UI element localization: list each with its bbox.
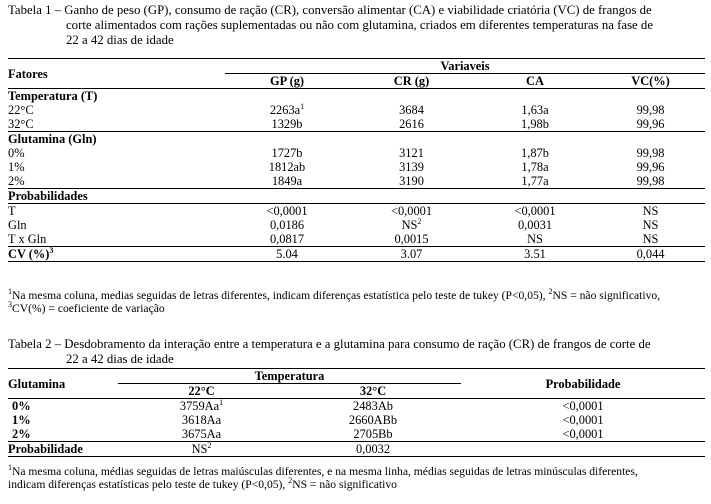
table2 xyxy=(8,368,705,457)
table1-header-row1 xyxy=(8,59,705,74)
cell-prob: <0,0001 xyxy=(461,399,705,414)
cell-ca: 1,78a xyxy=(521,160,549,174)
table2-caption xyxy=(8,337,708,367)
row-label: 1% xyxy=(8,160,25,174)
cell-cr: 0,0015 xyxy=(394,232,429,246)
cell-empty xyxy=(461,442,705,457)
col-ca: CA xyxy=(474,74,596,89)
cell-ca: 3.51 xyxy=(474,247,596,262)
table-row xyxy=(8,160,705,174)
section-title: Temperatura (T) xyxy=(8,89,705,104)
cell-gp: 1812ab xyxy=(268,160,306,174)
section-probabilidades xyxy=(8,189,705,204)
table-row xyxy=(8,399,705,414)
cell-32c: 2483Ab xyxy=(285,399,461,414)
cell-ca: 0,0031 xyxy=(517,218,553,232)
table-row xyxy=(8,204,705,219)
cell-cr: 3139 xyxy=(399,160,424,174)
header-variaveis: Variaveis xyxy=(225,59,705,74)
table1-caption-line1: Tabela 1 – Ganho de peso (GP), consumo de ração (CR), conversão alimentar (CA) e viabilidade criatória (VC) de frangos de xyxy=(8,3,652,17)
cell-vc: 99,98 xyxy=(636,146,665,160)
section-glutamina xyxy=(8,132,705,147)
cell-32c: 2705Bb xyxy=(353,427,393,441)
cell-gp: <0,0001 xyxy=(225,204,349,219)
header-glutamina: Glutamina xyxy=(8,369,118,399)
row-label: CV (%)$^3$ xyxy=(8,247,225,262)
table-row xyxy=(8,232,705,247)
footnote-marker: 2 xyxy=(417,216,422,226)
table1-caption-line2: corte alimentados com rações suplementadas ou não com glutamina, criados em diferentes temperaturas na fase de xyxy=(66,18,654,32)
cell-vc: NS xyxy=(596,204,705,219)
cell-ca: 1,77a xyxy=(521,174,549,188)
table-row xyxy=(8,413,705,427)
cell-gp: 1727b xyxy=(271,146,303,160)
row-label: 32°C xyxy=(8,117,34,131)
cell-ca: <0,0001 xyxy=(474,204,596,219)
header-probabilidade: Probabilidade xyxy=(461,369,705,399)
row-label: T x Gln xyxy=(8,232,47,246)
cell-vc: NS xyxy=(642,232,659,246)
table-row xyxy=(8,174,705,189)
header-temperatura: Temperatura xyxy=(118,369,461,384)
row-label: 1% xyxy=(12,413,31,427)
col-32c: 32°C xyxy=(285,384,461,399)
cell-22c: $NS^2$ xyxy=(118,442,285,457)
row-label: T xyxy=(8,204,225,219)
cell-vc: 99,96 xyxy=(636,117,665,131)
table2-footnote: $^1$Na mesma coluna, médias seguidas de letras maiúsculas diferentes, e na mesma linha, médias seguidas de letras minúsculas diferentes, indicam diferenças estatísticas pelo teste de tukey (P<0,05), $^2$NS = não significativo xyxy=(8,463,638,491)
table-row xyxy=(8,218,705,232)
row-label: Gln xyxy=(8,218,27,232)
header-fatores: Fatores xyxy=(8,59,225,89)
col-vc: VC(%) xyxy=(596,74,705,89)
col-gp: GP (g) xyxy=(225,74,349,89)
row-label: 22°C xyxy=(8,103,34,117)
cell-22c: 3618Aa xyxy=(181,413,222,427)
row-label: 0% xyxy=(8,146,25,160)
cell-vc: 0,044 xyxy=(596,247,705,262)
table2-caption-line2: 22 a 42 dias de idade xyxy=(66,352,174,366)
col-cr: CR (g) xyxy=(349,74,474,89)
cell-prob: <0,0001 xyxy=(562,427,604,441)
cell-32c: 2660ABb xyxy=(348,413,398,427)
cell-ca: 1,87b xyxy=(521,146,549,160)
cell-cr: 3190 xyxy=(399,174,424,188)
cell-cr: 2616 xyxy=(399,117,424,131)
col-22c: 22°C xyxy=(118,384,285,399)
cell-22c: 3675Aa xyxy=(181,427,222,441)
cell-cr: 3.07 xyxy=(349,247,474,262)
cell-cr: 3684 xyxy=(399,103,424,117)
footnote-marker: 3 xyxy=(49,245,54,255)
table1-caption xyxy=(8,3,708,48)
section-title: Glutamina (Gln) xyxy=(8,132,705,147)
footnote-marker: 2 xyxy=(207,440,212,450)
cv-row xyxy=(8,247,705,262)
cell-vc: NS xyxy=(642,218,659,232)
cell-gp: 5.04 xyxy=(225,247,349,262)
cell-gp: 1329b xyxy=(271,117,303,131)
cell-vc: 99,96 xyxy=(636,160,665,174)
cell-ca: NS xyxy=(527,232,543,246)
cell-cr: <0,0001 xyxy=(349,204,474,219)
section-title: Probabilidades xyxy=(8,189,705,204)
cell-gp: 0,0186 xyxy=(269,218,305,232)
table-row xyxy=(8,427,705,442)
cell-22c: 3759Aa$^1$ xyxy=(118,399,285,414)
table1-footnote: $^1$Na mesma coluna, medias seguidas de letras diferentes, indicam diferenças estatística pelo teste de tukey (P<0,05), $^2$NS = não significativo, $^3$CV(%) = coeficiente de variação xyxy=(8,287,661,315)
cell-ca: 1,98b xyxy=(521,117,549,131)
table1 xyxy=(8,58,705,262)
row-label: 2% xyxy=(8,174,25,188)
table2-caption-line1: Tabela 2 – Desdobramento da interação entre a temperatura e a glutamina para consumo de ração (CR) de frangos de corte de xyxy=(8,337,651,351)
table-row xyxy=(8,146,705,160)
cell-gp: 1849a xyxy=(271,174,303,188)
cell-prob: <0,0001 xyxy=(562,413,604,427)
cell-cr: 3121 xyxy=(399,146,424,160)
row-label: 2% xyxy=(12,427,31,441)
cell-cr: $NS^2$ xyxy=(401,216,422,232)
footnote-marker: 1 xyxy=(300,101,305,111)
row-label: 0% xyxy=(8,399,118,414)
cell-vc: 99,98 xyxy=(636,103,665,117)
table1-caption-line3: 22 a 42 dias de idade xyxy=(66,33,174,47)
table2-header-row1 xyxy=(8,369,705,384)
cell-ca: 1,63a xyxy=(521,103,549,117)
cell-32c: 0,0032 xyxy=(285,442,461,457)
footnote-marker: 1 xyxy=(219,397,224,407)
table-row xyxy=(8,103,705,117)
table-row xyxy=(8,117,705,132)
section-temperatura xyxy=(8,89,705,104)
cell-vc: 99,98 xyxy=(636,174,665,188)
cell-gp: $2263a^1$ xyxy=(269,101,305,117)
probabilidade-row xyxy=(8,442,705,457)
row-label: Probabilidade xyxy=(8,442,118,457)
cell-gp: 0,0817 xyxy=(269,232,305,246)
